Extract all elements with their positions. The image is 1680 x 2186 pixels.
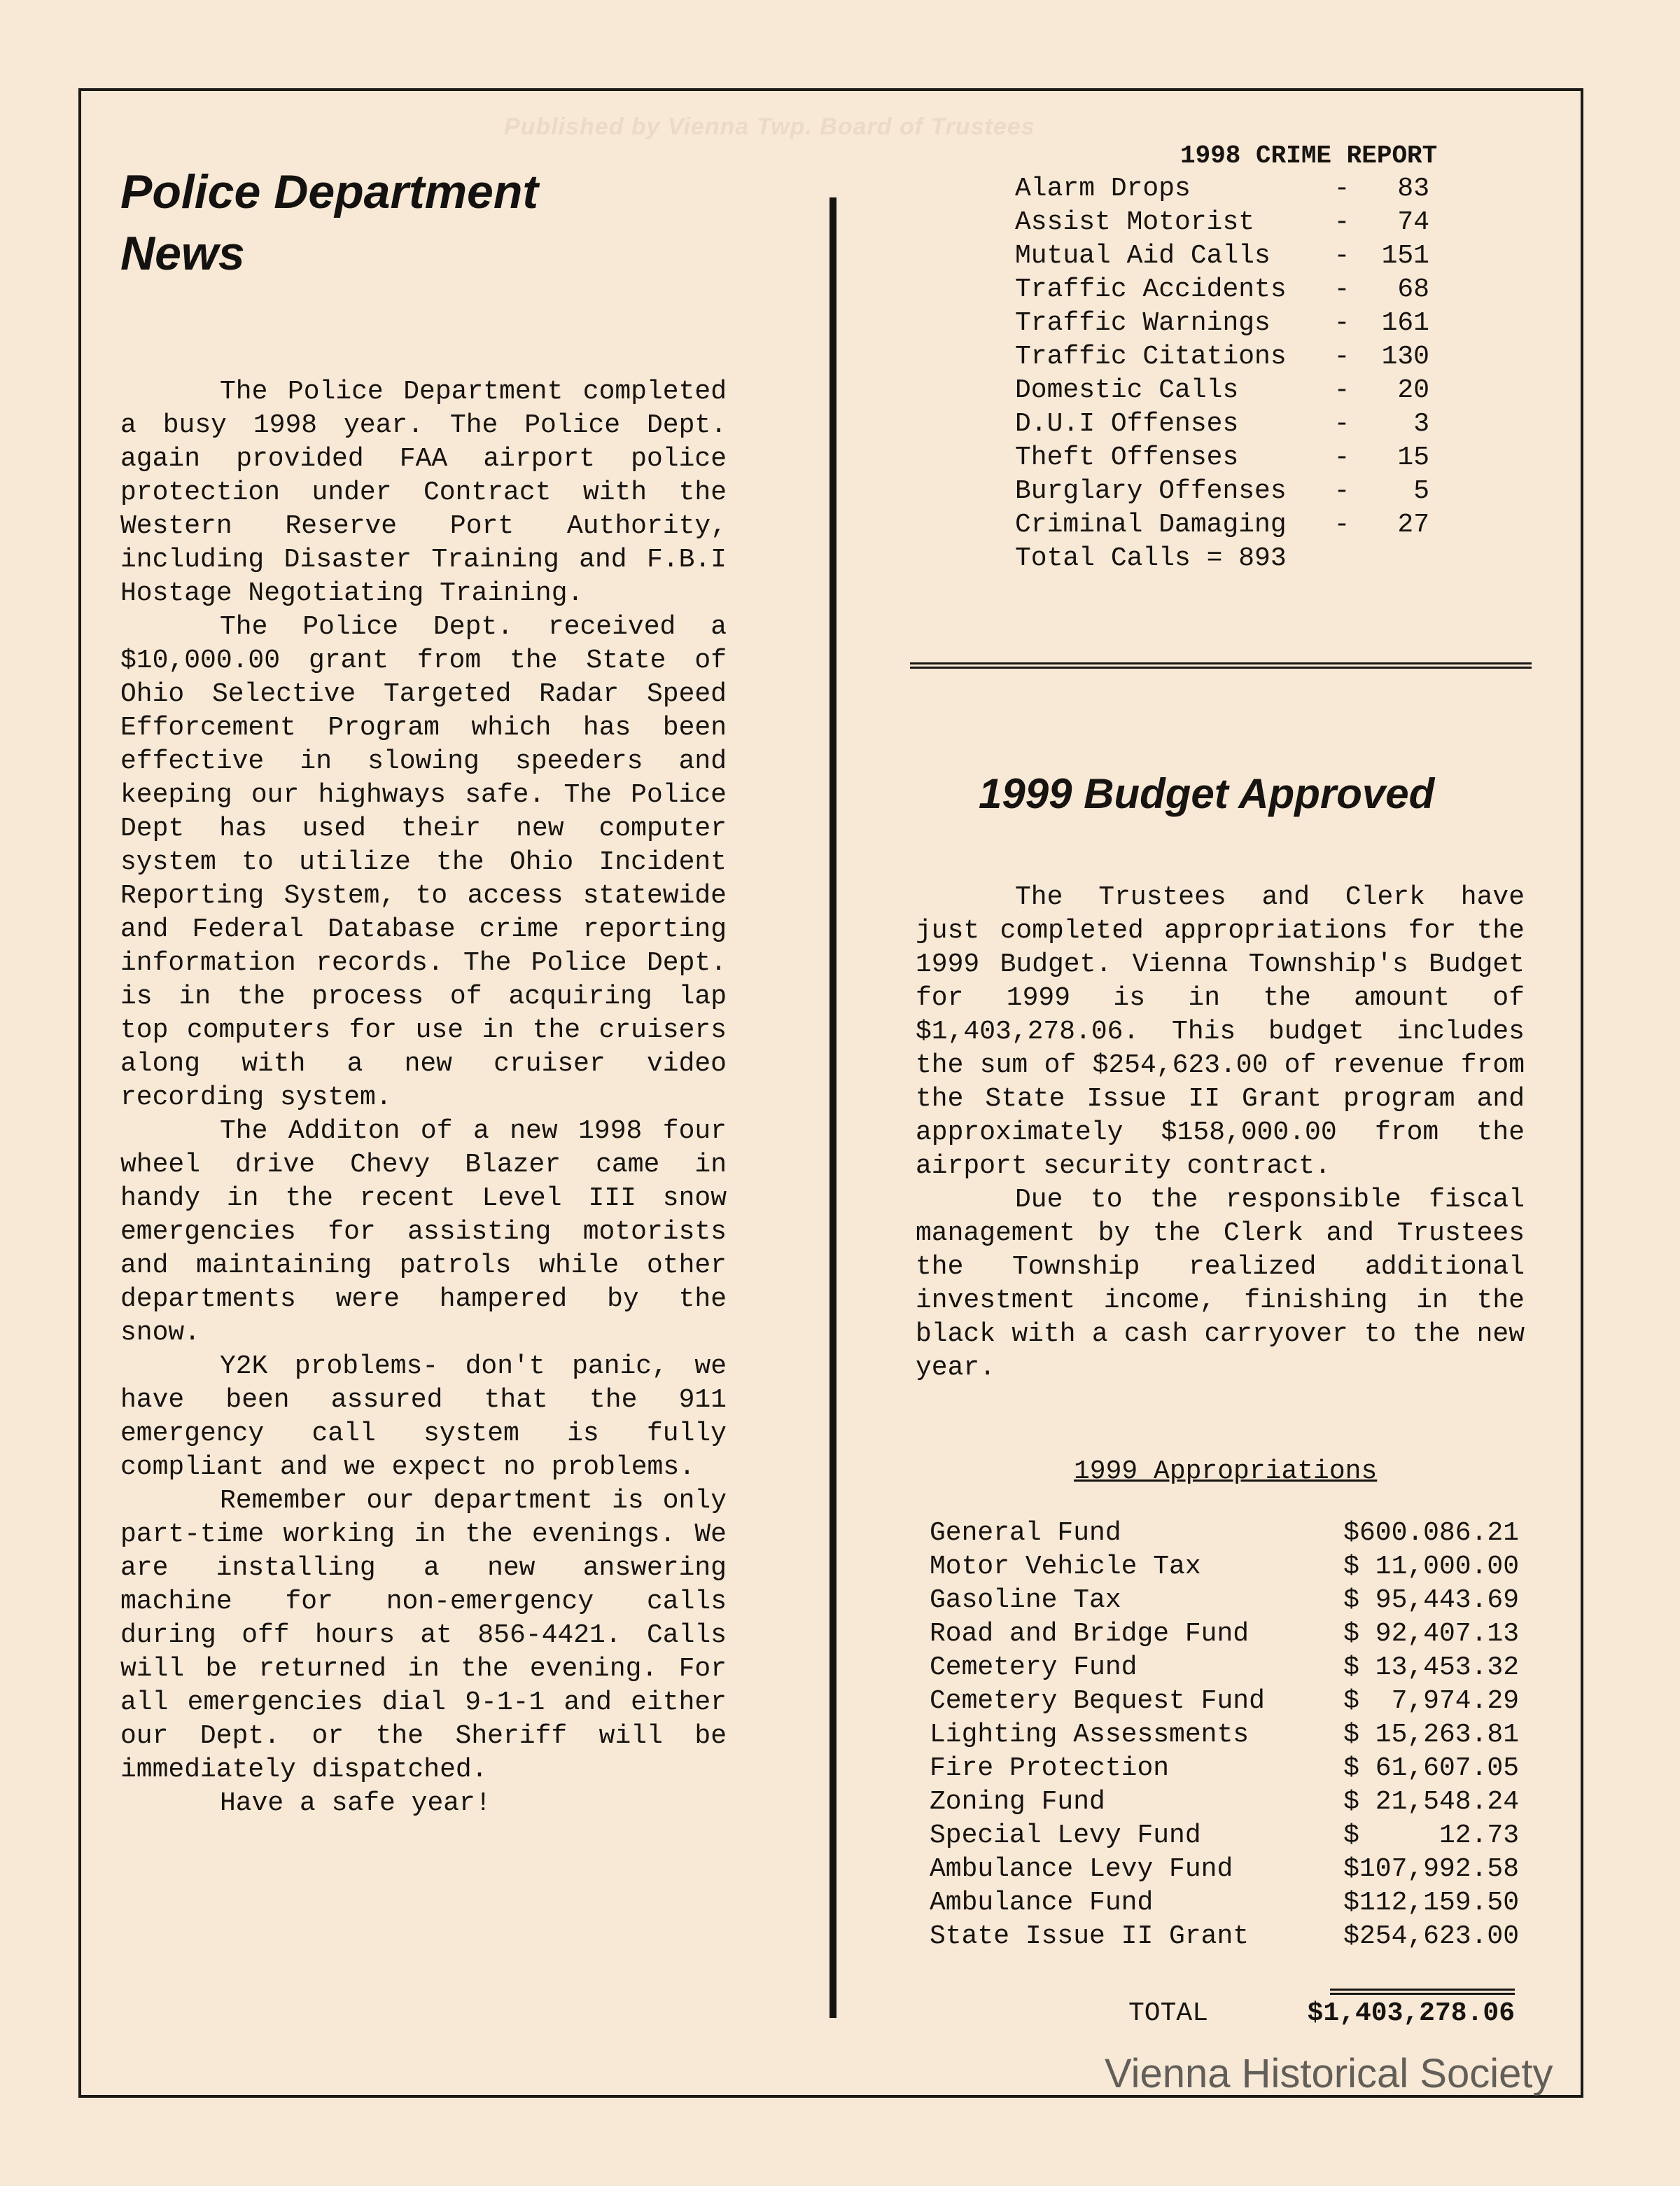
police-paragraph: The Police Department completed a busy 1998 year. The Police Dept. again provided FAA airport police protection under Contract with the Western Reserve Port Authority, including Disaster Training and F.B.I Hostage Negotiating Training. — [120, 377, 727, 608]
crime-label: Criminal Damaging — [1015, 510, 1287, 540]
fund-name: Gasoline Tax — [930, 1585, 1121, 1615]
fund-name: Fire Protection — [930, 1753, 1170, 1783]
crime-report-row — [1015, 239, 1525, 273]
crime-report-row — [1015, 340, 1525, 374]
fund-amount: $ 7,974.29 — [1343, 1686, 1519, 1716]
police-paragraph: Y2K problems- don't panic, we have been assured that the 911 emergency call system is fully compliant and we expect no problems. — [120, 1351, 727, 1482]
crime-label: D.U.I Offenses — [1015, 409, 1239, 439]
crime-report-row — [1015, 307, 1525, 340]
fund-amount: $107,992.58 — [1343, 1854, 1519, 1884]
budget-paragraph: The Trustees and Clerk have just completed appropriations for the 1999 Budget. Vienna Township's Budget for 1999 is in the amount of $1,403,278.06. This budget includes the sum of $254,623.00 of revenue from the State Issue II Grant program and approximately $158,000.00 from the airport security contract. — [916, 882, 1525, 1181]
table-row — [930, 1685, 1519, 1718]
crime-report-row — [1015, 441, 1525, 475]
fund-name: General Fund — [930, 1518, 1121, 1548]
total-double-rule — [1330, 1989, 1515, 1995]
crime-value: 27 — [1397, 510, 1429, 540]
fund-name: State Issue II Grant — [930, 1921, 1250, 1951]
budget-body — [916, 881, 1525, 1385]
crime-report-row — [1015, 172, 1525, 206]
crime-report-row — [1015, 408, 1525, 441]
crime-dash: - — [1334, 476, 1350, 506]
fund-name: Zoning Fund — [930, 1787, 1105, 1817]
crime-label: Assist Motorist — [1015, 207, 1255, 237]
fund-amount: $600.086.21 — [1343, 1518, 1519, 1548]
table-row — [930, 1517, 1519, 1550]
crime-value: 151 — [1381, 241, 1429, 271]
table-row — [930, 1920, 1519, 1954]
fund-amount: $254,623.00 — [1343, 1921, 1519, 1951]
fund-name: Road and Bridge Fund — [930, 1619, 1250, 1649]
table-row — [930, 1886, 1519, 1920]
crime-value: 74 — [1397, 207, 1429, 237]
fund-amount: $ 92,407.13 — [1343, 1619, 1519, 1649]
column-divider — [830, 197, 836, 2018]
fund-name: Motor Vehicle Tax — [930, 1552, 1201, 1582]
total-amount: $1,403,278.06 — [1307, 1998, 1515, 2028]
police-paragraph: The Additon of a new 1998 four wheel drive Chevy Blazer came in handy in the recent Level III snow emergencies for assisting motorists and maintaining patrols while other departments were hampered by the snow. — [120, 1116, 727, 1348]
watermark: Vienna Historical Society — [1105, 2051, 1553, 2096]
crime-value: 5 — [1413, 476, 1429, 506]
police-news-title-line1: Police Department — [120, 165, 539, 218]
crime-value: 20 — [1397, 375, 1429, 405]
budget-section — [916, 765, 1525, 1954]
table-row — [930, 1752, 1519, 1785]
appropriations-title: 1999 Appropriations — [1074, 1456, 1378, 1487]
crime-label: Domestic Calls — [1015, 375, 1239, 405]
crime-report-row — [1015, 508, 1525, 542]
crime-dash: - — [1334, 207, 1350, 237]
table-row — [930, 1853, 1519, 1886]
police-paragraph: Remember our department is only part-time working in the evenings. We are installing a new answering machine for non-emergency calls during off hours at 856-4421. Calls will be returned in the evening. For all emergencies dial 9-1-1 and either our Dept. or the Sheriff will be immediately dispatched. — [120, 1486, 727, 1785]
fund-name: Ambulance Fund — [930, 1888, 1154, 1918]
crime-value: 68 — [1397, 274, 1429, 305]
crime-report-row — [1015, 374, 1525, 408]
fund-amount: $ 13,453.32 — [1343, 1652, 1519, 1683]
crime-dash: - — [1334, 274, 1350, 305]
crime-report-total: Total Calls = 893 — [1015, 543, 1287, 573]
crime-label: Traffic Warnings — [1015, 308, 1270, 338]
crime-dash: - — [1334, 510, 1350, 540]
police-paragraph: The Police Dept. received a $10,000.00 grant from the State of Ohio Selective Targeted Radar Speed Efforcement Program which has been effective in slowing speeders and keeping our highways safe. The Police Dept has used their new computer system to utilize the Ohio Incident Reporting System, to access statewide and Federal Database crime reporting information records. The Police Dept. is in the process of acquiring lap top computers for use in the cruisers along with a new cruiser video recording system. — [120, 612, 727, 1113]
fund-amount: $ 95,443.69 — [1343, 1585, 1519, 1615]
table-row — [930, 1584, 1519, 1617]
crime-value: 83 — [1397, 174, 1429, 204]
appropriations-table — [930, 1517, 1519, 1954]
fund-name: Lighting Assessments — [930, 1720, 1250, 1750]
crime-label: Traffic Accidents — [1015, 274, 1287, 305]
fund-amount: $ 15,263.81 — [1343, 1720, 1519, 1750]
crime-report-title: 1998 CRIME REPORT — [1180, 141, 1438, 170]
budget-paragraph: Due to the responsible fiscal management by the Clerk and Trustees the Township realized additional investment income, finishing in the black with a cash carryover to the new year. — [916, 1185, 1525, 1383]
crime-dash: - — [1334, 241, 1350, 271]
fund-name: Ambulance Levy Fund — [930, 1854, 1233, 1884]
crime-label: Traffic Citations — [1015, 342, 1287, 372]
crime-label: Theft Offenses — [1015, 443, 1239, 473]
crime-value: 130 — [1381, 342, 1429, 372]
fund-amount: $ 21,548.24 — [1343, 1787, 1519, 1817]
table-row — [930, 1718, 1519, 1752]
fund-amount: $ 12.73 — [1343, 1820, 1519, 1851]
fund-name: Cemetery Bequest Fund — [930, 1686, 1265, 1716]
crime-dash: - — [1334, 409, 1350, 439]
crime-dash: - — [1334, 308, 1350, 338]
fund-amount: $ 61,607.05 — [1343, 1753, 1519, 1783]
crime-report-row — [1015, 273, 1525, 307]
crime-dash: - — [1334, 443, 1350, 473]
crime-value: 161 — [1381, 308, 1429, 338]
crime-dash: - — [1334, 174, 1350, 204]
crime-report-list — [1015, 172, 1525, 542]
budget-heading: 1999 Budget Approved — [979, 770, 1435, 817]
section-divider-rule — [910, 662, 1532, 669]
police-news-body — [120, 375, 727, 1820]
crime-label: Burglary Offenses — [1015, 476, 1287, 506]
crime-dash: - — [1334, 342, 1350, 372]
police-news-heading — [120, 161, 727, 284]
table-row — [930, 1651, 1519, 1685]
table-row — [930, 1617, 1519, 1651]
crime-value: 3 — [1413, 409, 1429, 439]
crime-report-row — [1015, 475, 1525, 508]
fund-name: Cemetery Fund — [930, 1652, 1138, 1683]
total-label: TOTAL — [1128, 1998, 1209, 2028]
crime-label: Mutual Aid Calls — [1015, 241, 1270, 271]
police-news-title-line2: News — [120, 227, 245, 280]
fund-amount: $ 11,000.00 — [1343, 1552, 1519, 1582]
table-row — [930, 1550, 1519, 1584]
crime-report-row — [1015, 206, 1525, 239]
crime-value: 15 — [1397, 443, 1429, 473]
bleed-through-header: Published by Vienna Twp. Board of Trustees — [504, 113, 1035, 140]
table-row — [930, 1785, 1519, 1819]
police-paragraph: Have a safe year! — [220, 1788, 491, 1818]
crime-dash: - — [1334, 375, 1350, 405]
police-news-column — [120, 161, 727, 1820]
crime-label: Alarm Drops — [1015, 174, 1191, 204]
fund-name: Special Levy Fund — [930, 1820, 1201, 1851]
fund-amount: $112,159.50 — [1343, 1888, 1519, 1918]
crime-report — [916, 140, 1525, 576]
appropriations-total — [1128, 1997, 1515, 2031]
table-row — [930, 1819, 1519, 1853]
